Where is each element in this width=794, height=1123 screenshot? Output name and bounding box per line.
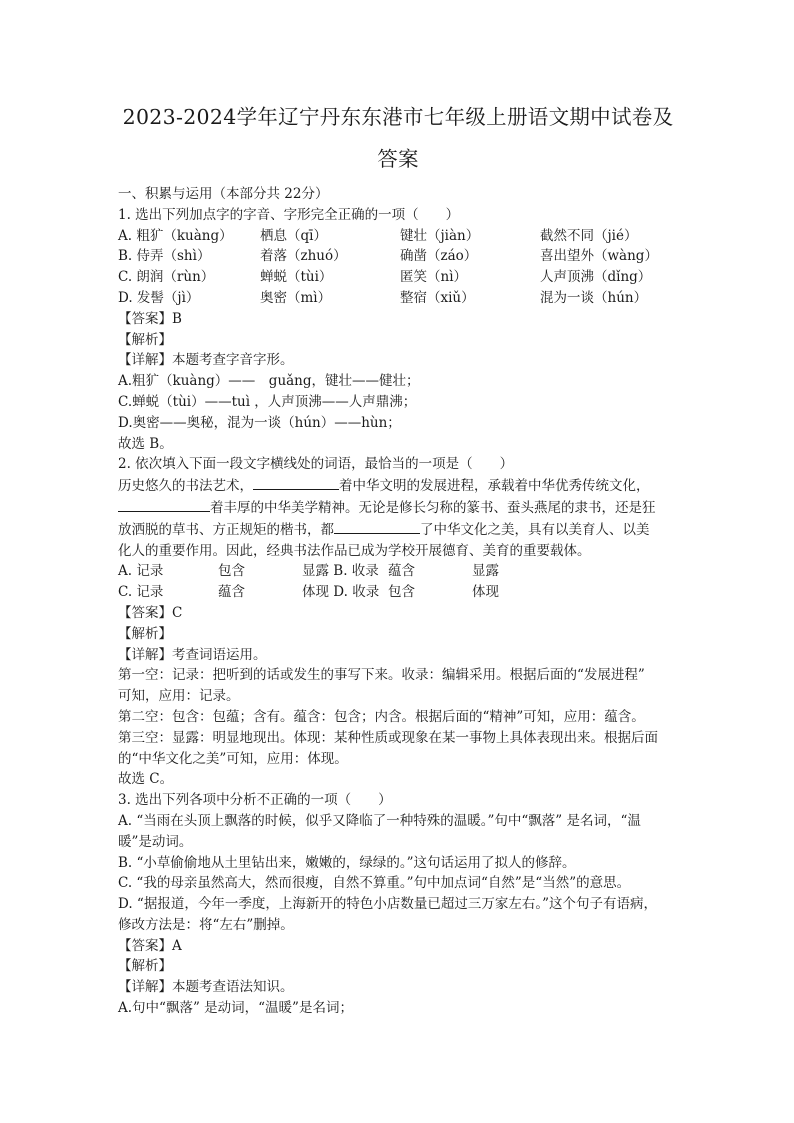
q2-passage-text: 了中华文化之美，具有以美育人、以美 [420, 521, 650, 538]
q3-option-line: 暖”是动词。 [118, 833, 193, 850]
q2-option-cell: 体现 [472, 584, 499, 601]
section-heading: 一、积累与运用（本部分共 22分） [118, 186, 329, 202]
q1-option-cell: 喜出望外（wàng） [540, 248, 658, 265]
q1-analysis-label: 【解析】 [118, 331, 172, 348]
q2-explanation-line: 第二空：包含：包蕴；含有。蕴含：包含；内含。根据后面的“精神”可知，应用：蕴含。 [118, 708, 645, 725]
exam-page [118, 100, 678, 1019]
q2-stem: 2. 依次填入下面一段文字横线处的词语，最恰当的一项是（ ） [118, 456, 514, 473]
fill-blank-3 [334, 519, 420, 534]
q2-passage-text: 着丰厚的中华美学精神。无论是修长匀称的篆书、蚕头燕尾的隶书，还是狂 [210, 499, 656, 516]
q1-option-row [118, 226, 678, 247]
q2-option-row [118, 582, 678, 603]
fill-blank-1 [253, 475, 339, 490]
q2-passage-line [118, 497, 678, 519]
q3-answer: 【答案】A [118, 937, 182, 954]
q3-option-line: A. “当雨在头顶上飘落的时候，似乎又降临了一种特殊的温暖。”句中“飘落” 是名词，“温 [118, 812, 641, 829]
q1-option-cell: B. 侍弄（shì） [118, 248, 211, 265]
q2-passage-line [118, 519, 678, 541]
q1-option-cell: 人声顶沸（dǐng） [540, 269, 652, 286]
q2-passage-line: 化人的重要作用。因此，经典书法作品已成为学校开展德育、美育的重要载体。 [118, 542, 591, 559]
q2-conclusion: 故选 C。 [118, 771, 174, 788]
q1-option-cell: 着落（zhuó） [260, 248, 347, 265]
q1-option-cell: C. 朗润（rùn） [118, 269, 215, 286]
q2-passage-text: 放洒脱的草书、方正规矩的楷书，都 [118, 521, 334, 538]
q2-analysis-label: 【解析】 [118, 625, 172, 642]
fill-blank-2 [118, 497, 210, 512]
q1-option-cell: 键壮（jiàn） [400, 227, 480, 244]
q3-detail: 【详解】本题考查语法知识。 [118, 979, 294, 996]
q2-option-cell: 包含 [388, 584, 415, 601]
q3-analysis-label: 【解析】 [118, 958, 172, 975]
q1-option-cell: 栖息（qī） [260, 227, 327, 244]
q2-passage-text: 着中华文明的发展进程，承载着中华优秀传统文化， [339, 478, 650, 495]
q1-option-cell: 匿笑（nì） [400, 269, 468, 286]
q1-option-cell: 蝉蜕（tùi） [260, 269, 333, 286]
q3-option-line: B. “小草偷偷地从土里钻出来，嫩嫩的，绿绿的。”这句话运用了拟人的修辞。 [118, 854, 576, 871]
q2-option-row [118, 561, 678, 582]
q1-option-cell: 混为一谈（hún） [540, 289, 648, 306]
q3-option-line: D. “据报道，今年一季度，上海新开的特色小店数量已超过三万家左右。”这个句子有语病， [118, 896, 657, 913]
q2-detail: 【详解】考查词语运用。 [118, 646, 267, 663]
q3-option-line: C. “我的母亲虽然高大，然而很瘦，自然不算重。”句中加点词“自然”是“当然”的意思。 [118, 875, 631, 892]
q3-option-line: 修改方法是：将“左右”删掉。 [118, 916, 294, 933]
q2-option-cell: 显露 B. 收录 [302, 563, 379, 580]
q2-option-cell: 蕴含 [388, 563, 415, 580]
q1-answer: 【答案】B [118, 310, 182, 327]
q1-conclusion: 故选 B。 [118, 435, 173, 452]
q2-option-cell: 包含 [218, 563, 245, 580]
q3-stem: 3. 选出下列各项中分析不正确的一项（ ） [118, 792, 392, 809]
q2-option-cell: C. 记录 [118, 584, 164, 601]
q2-answer: 【答案】C [118, 604, 183, 621]
q1-option-cell: 截然不同（jié） [540, 227, 638, 244]
q1-explanation-line: C.蝉蜕（tùi）——tuì ，人声顶沸——人声鼎沸； [118, 393, 417, 410]
q2-option-cell: 显露 [472, 563, 499, 580]
q1-option-cell: 确凿（záo） [400, 248, 478, 265]
q2-option-cell: 蕴含 [218, 584, 245, 601]
doc-title-line2: 答案 [377, 147, 419, 171]
q2-option-cell: 体现 D. 收录 [302, 584, 380, 601]
q1-option-cell: 整宿（xiǔ） [400, 289, 475, 306]
q2-explanation-line: 可知，应用：记录。 [118, 688, 240, 705]
q1-option-row [118, 288, 678, 309]
q1-explanation-line: D.奥密——奥秘，混为一谈（hún）——hùn； [118, 414, 401, 431]
q2-option-cell: A. 记录 [118, 563, 164, 580]
q2-passage-text: 历史悠久的书法艺术， [118, 478, 253, 495]
q2-explanation-line: 的“中华文化之美”可知，应用：体现。 [118, 750, 348, 767]
q2-explanation-line: 第三空：显露：明显地现出。体现：某种性质或现象在某一事物上具体表现出来。根据后面 [118, 729, 658, 746]
q2-passage-line [118, 475, 678, 497]
q1-option-cell: D. 发髻（jì） [118, 289, 200, 306]
q3-explanation-line: A.句中“飘落” 是动词，“温暖”是名词； [118, 1000, 353, 1017]
q1-option-row [118, 267, 678, 288]
q1-detail: 【详解】本题考查字音字形。 [118, 352, 294, 369]
q1-option-cell: 奥密（mì） [260, 289, 332, 306]
q1-option-cell: A. 粗犷（kuàng） [118, 227, 233, 244]
q1-explanation-line: A.粗犷（kuàng）—— guǎng，键壮——健壮； [118, 373, 420, 390]
q1-option-row [118, 246, 678, 267]
q1-stem: 1. 选出下列加点字的字音、字形完全正确的一项（ ） [118, 206, 460, 223]
doc-title-line1: 2023-2024学年辽宁丹东东港市七年级上册语文期中试卷及 [122, 105, 674, 129]
q2-explanation-line: 第一空：记录：把听到的话或发生的事写下来。收录：编辑采用。根据后面的“发展进程” [118, 667, 645, 684]
